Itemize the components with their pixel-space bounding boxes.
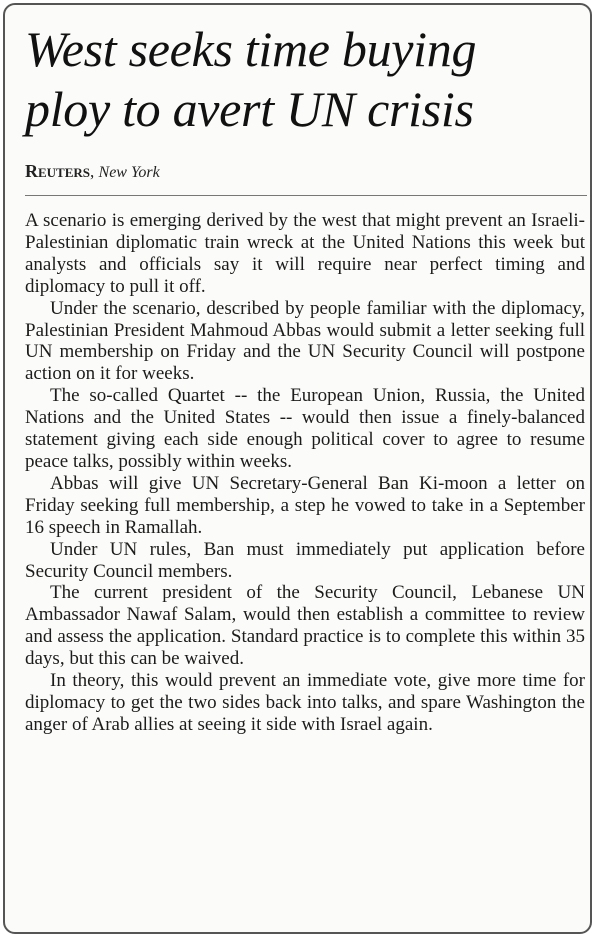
- article-paragraph: The current president of the Security Council, Lebanese UN Ambassador Nawaf Salam, would then establish a committee to review and assess the application. Standard practice is to complete this within 35 days, but this can be waived.: [25, 582, 585, 670]
- article-paragraph: A scenario is emerging derived by the west that might prevent an Israeli-Palestinian diplomatic train wreck at the United Nations this week but analysts and officials say it will require near perfect timing and diplomacy to pull it off.: [25, 210, 585, 297]
- byline-divider: [25, 195, 587, 196]
- article-paragraph: Abbas will give UN Secretary-General Ban Ki-moon a letter on Friday seeking full membership, a step he vowed to take in a September 16 speech in Ramallah.: [25, 472, 585, 538]
- article-paragraph: Under the scenario, described by people familiar with the diplomacy, Palestinian President Mahmoud Abbas would submit a letter seeking full UN membership on Friday and the UN Security Council will postpone action on it for weeks.: [25, 297, 585, 385]
- byline-location: New York: [98, 164, 160, 181]
- byline-agency: Reuters: [25, 161, 91, 181]
- article-body: [25, 210, 585, 736]
- article-paragraph: The so-called Quartet -- the European Union, Russia, the United Nations and the United States -- would then issue a finely-balanced statement giving each side enough political cover to agree to resume peace talks, possibly within weeks.: [25, 385, 585, 472]
- headline: [25, 19, 585, 139]
- byline-separator: ,: [90, 162, 95, 181]
- article-paragraph: In theory, this would prevent an immediate vote, give more time for diplomacy to get the two sides back into talks, and spare Washington the anger of Arab allies at seeing it side with Israel again.: [25, 670, 585, 735]
- byline: [25, 161, 160, 183]
- headline-line-2: ploy to avert UN crisis: [25, 81, 474, 137]
- headline-line-1: West seeks time buying: [25, 21, 477, 77]
- newspaper-clipping: [3, 3, 592, 934]
- article-paragraph: Under UN rules, Ban must immediately put application before Security Council members.: [25, 538, 585, 582]
